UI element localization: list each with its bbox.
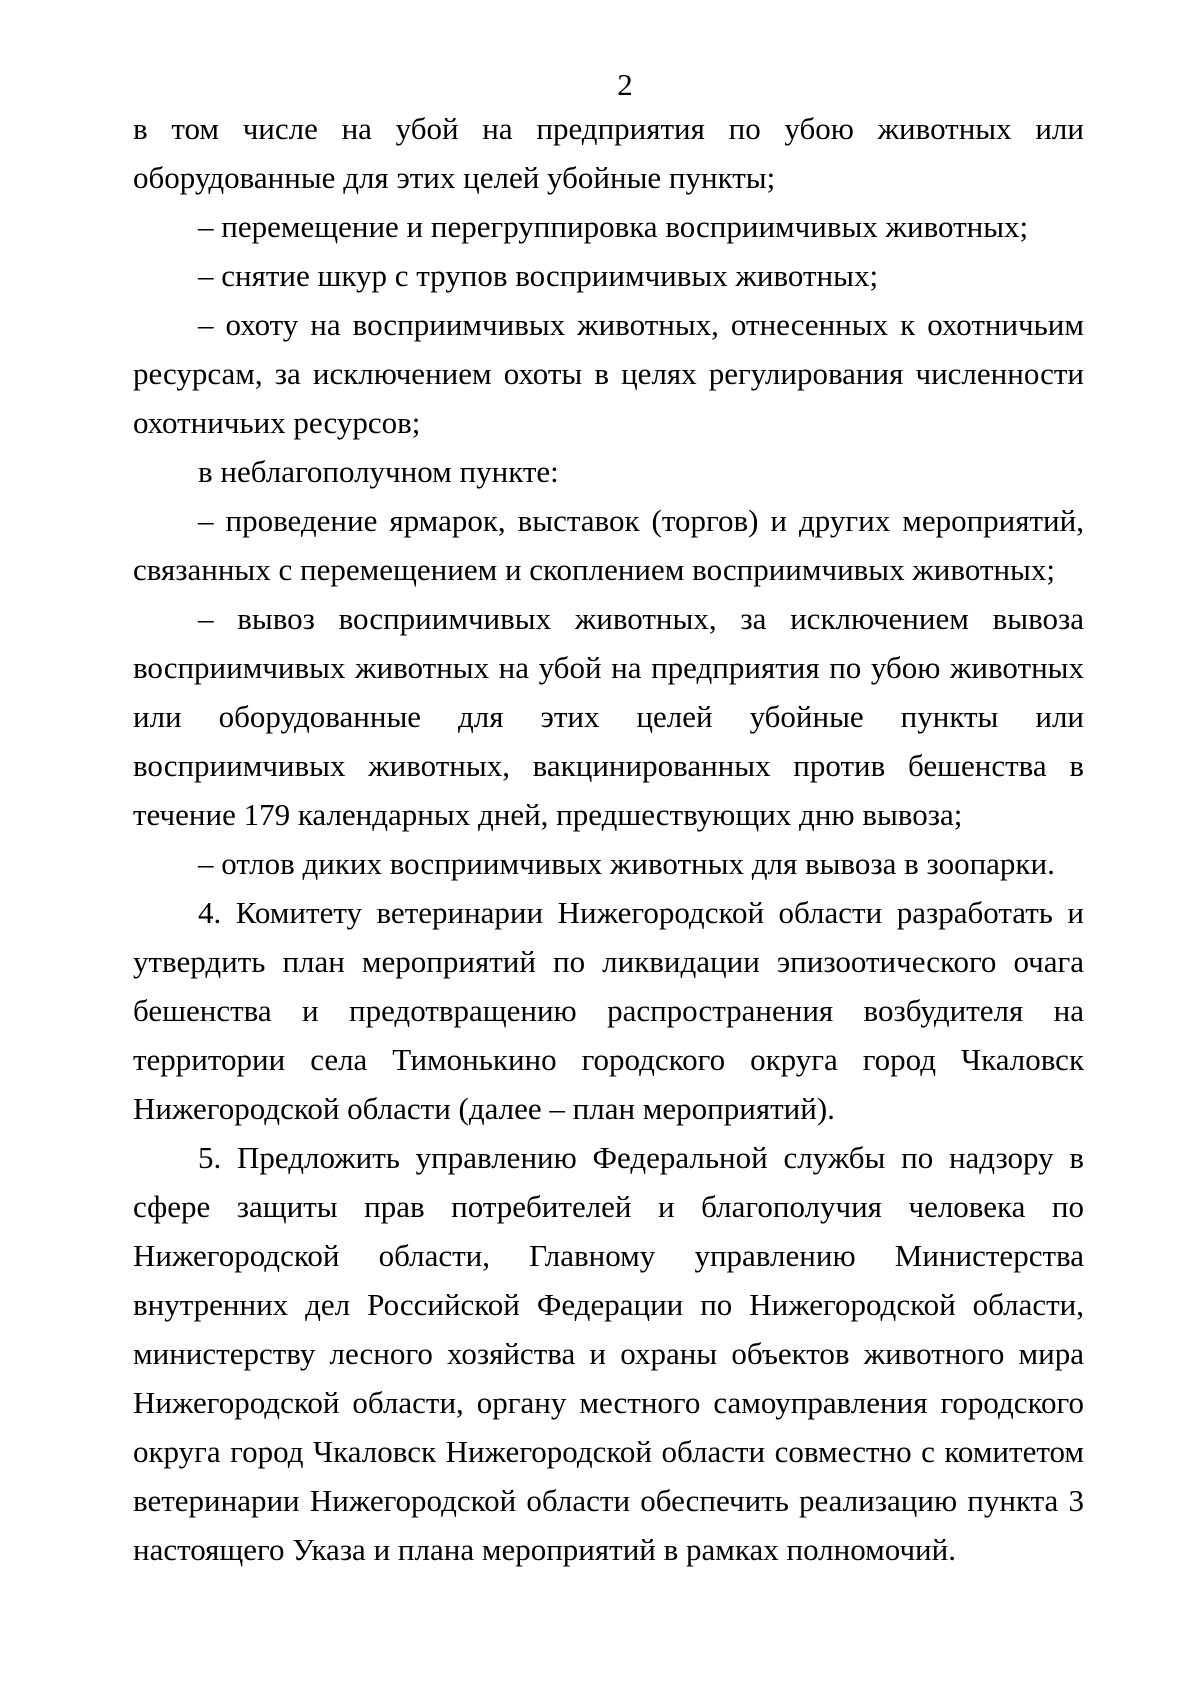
paragraph-continuation: в том числе на убой на предприятия по убою животных или оборудованные для этих целей убойные пункты; [133, 111, 1084, 195]
paragraph-list-item-export: – вывоз восприимчивых животных, за исключением вывоза восприимчивых животных на убой на предприятия по убою животных или оборудованные для этих целей убойные пункты или восприимчивых животных, вакцинированных против бешенства в течение 179 календарных дней, предшествующих дню вывоза; [133, 601, 1084, 832]
page-number: 2 [617, 67, 633, 102]
paragraph-list-item-skinning: – снятие шкур с трупов восприимчивых животных; [198, 258, 879, 293]
paragraph-item-5: 5. Предложить управлению Федеральной службы по надзору в сфере защиты прав потребителей и благополучия человека по Нижегородской области, Главному управлению Министерства внутренних дел Российской Федерации по Нижегородской области, министерству лесного хозяйства и охраны объектов животного мира Нижегородской области, органу местного самоуправления городского округа город Чкаловск Нижегородской области совместно с комитетом ветеринарии Нижегородской области обеспечить реализацию пункта 3 настоящего Указа и плана мероприятий в рамках полномочий. [133, 1140, 1084, 1567]
paragraph-subheading-unfavorable-point: в неблагополучном пункте: [198, 454, 559, 489]
paragraph-item-4: 4. Комитету ветеринарии Нижегородской области разработать и утвердить план мероприятий по ликвидации эпизоотического очага бешенства и предотвращению распространения возбудителя на территории села Тимонькино городского округа город Чкаловск Нижегородской области (далее – план мероприятий). [133, 895, 1084, 1126]
paragraph-list-item-capture: – отлов диких восприимчивых животных для вывоза в зоопарки. [198, 846, 1055, 881]
paragraph-list-item-fairs: – проведение ярмарок, выставок (торгов) и других мероприятий, связанных с перемещением и скоплением восприимчивых животных; [133, 503, 1084, 587]
paragraph-list-item-hunting: – охоту на восприимчивых животных, отнесенных к охотничьим ресурсам, за исключением охоты в целях регулирования численности охотничьих ресурсов; [133, 307, 1084, 440]
document-body [133, 104, 1084, 1574]
paragraph-list-item-movement: – перемещение и перегруппировка восприимчивых животных; [198, 209, 1029, 244]
